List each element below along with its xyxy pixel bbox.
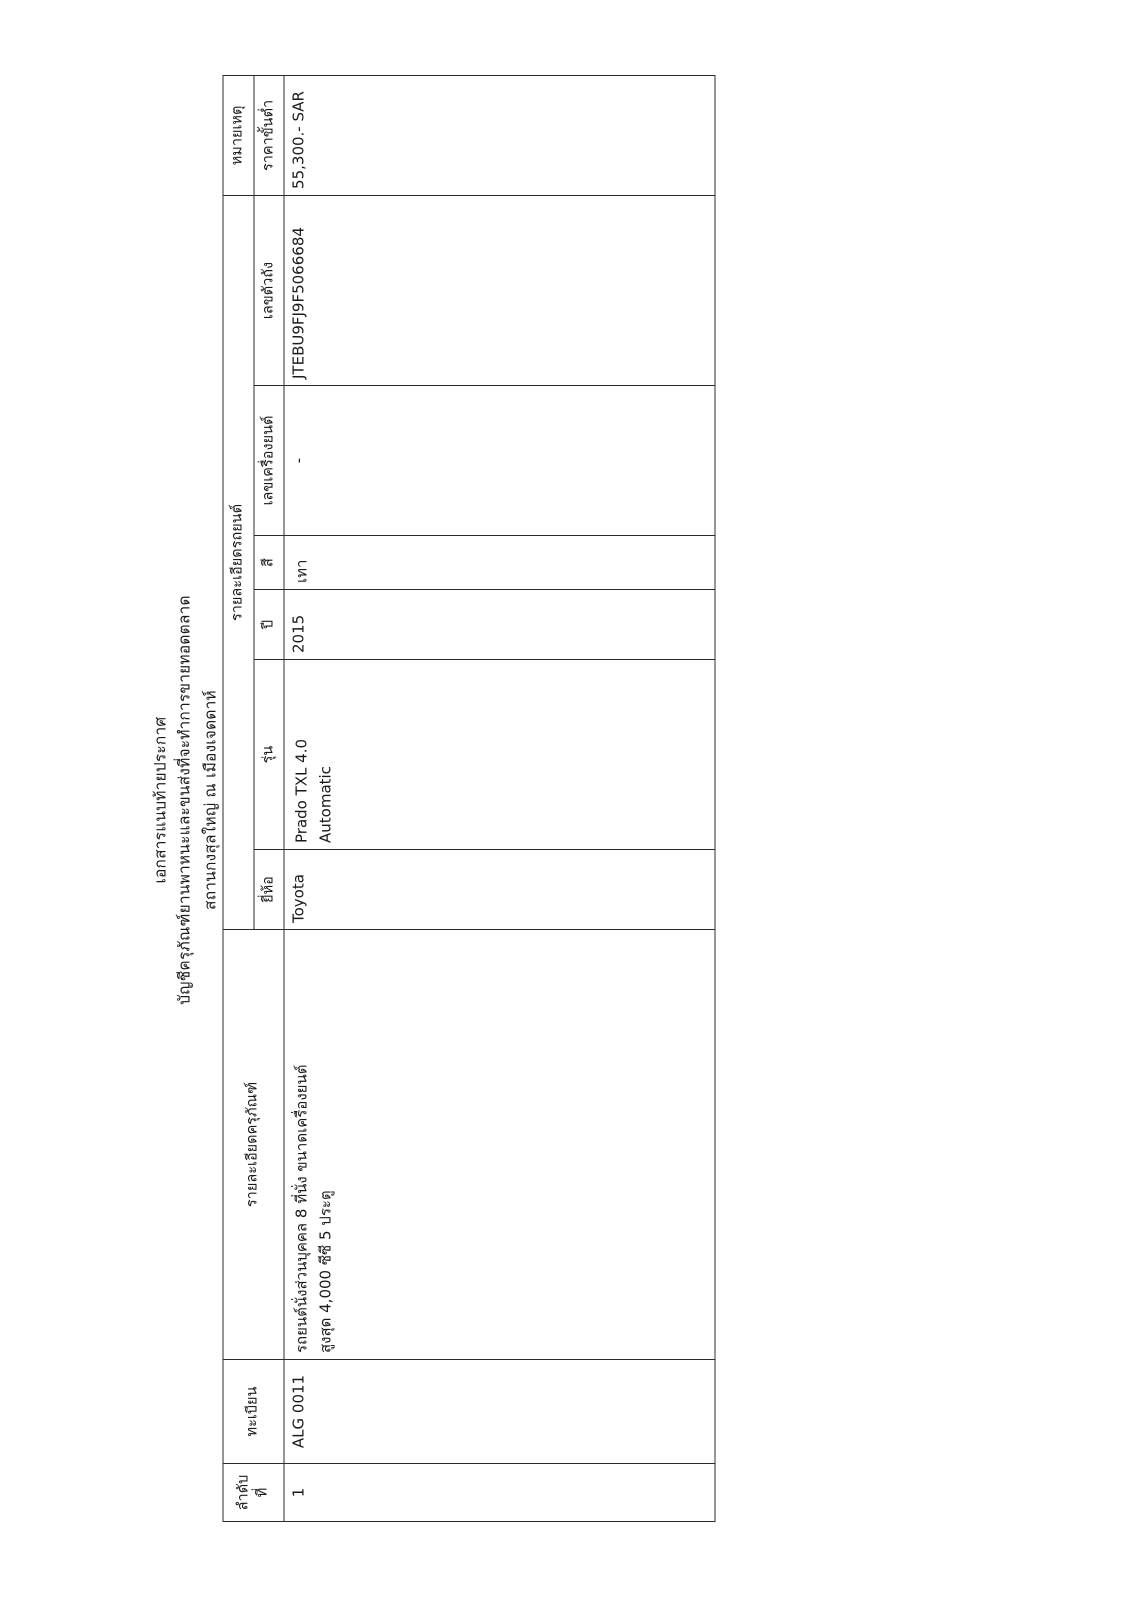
header-remark-group: หมายเหตุ — [223, 75, 254, 195]
header-starting-price: ราคาขั้นต่ำ — [253, 75, 284, 195]
cell-detail-line-2: สูงสุด 4,000 ซีซี 5 ประตู — [316, 1190, 335, 1353]
header-color: สี — [253, 536, 284, 590]
table-header-group-row — [223, 75, 254, 1521]
heading-line-3: สถานกงสุลใหญ่ ณ เมืองเจดดาห์ — [201, 690, 220, 910]
header-chassis-no: เลขตัวถัง — [253, 195, 284, 385]
header-engine-no: เลขเครื่องยนต์ — [253, 386, 284, 536]
header-vehicle-group: รายละเอียดรถยนต์ — [223, 195, 254, 929]
header-plate: ทะเบียน — [223, 1360, 284, 1464]
header-brand: ยี่ห้อ — [253, 850, 284, 930]
cell-model-line-2: Automatic — [316, 766, 335, 843]
header-model: รุ่น — [253, 660, 284, 850]
cell-color: เทา — [284, 536, 715, 590]
header-no: ลำดับที่ — [223, 1464, 284, 1522]
cell-brand: Toyota — [284, 850, 715, 930]
vehicle-auction-table — [222, 75, 715, 1522]
heading-line-1: เอกสารแนบท้ายประกาศ — [151, 716, 169, 884]
cell-engine-no: - — [284, 386, 715, 536]
cell-no: 1 — [284, 1464, 715, 1522]
cell-model-line-1: Prado TXL 4.0 — [292, 738, 311, 843]
cell-detail-line-1: รถยนต์นั่งส่วนบุคคล 8 ที่นั่ง ขนาดเครื่องยนต์ — [292, 1064, 311, 1353]
heading-line-2: บัญชีครุภัณฑ์ยานพาหนะและขนส่งที่จะทำการขายทอดตลาด — [175, 595, 194, 1005]
cell-year: 2015 — [284, 590, 715, 660]
header-detail: รายละเอียดครุภัณฑ์ — [223, 930, 284, 1360]
header-year: ปี — [253, 590, 284, 660]
cell-plate: ALG 0011 — [284, 1360, 715, 1464]
cell-detail — [284, 930, 715, 1360]
document-heading — [148, 0, 222, 1600]
cell-model — [284, 660, 715, 850]
table-row — [284, 75, 715, 1521]
cell-starting-price: 55,300.- SAR — [284, 75, 715, 195]
cell-chassis-no: JTEBU9FJ9F5066684 — [284, 195, 715, 385]
